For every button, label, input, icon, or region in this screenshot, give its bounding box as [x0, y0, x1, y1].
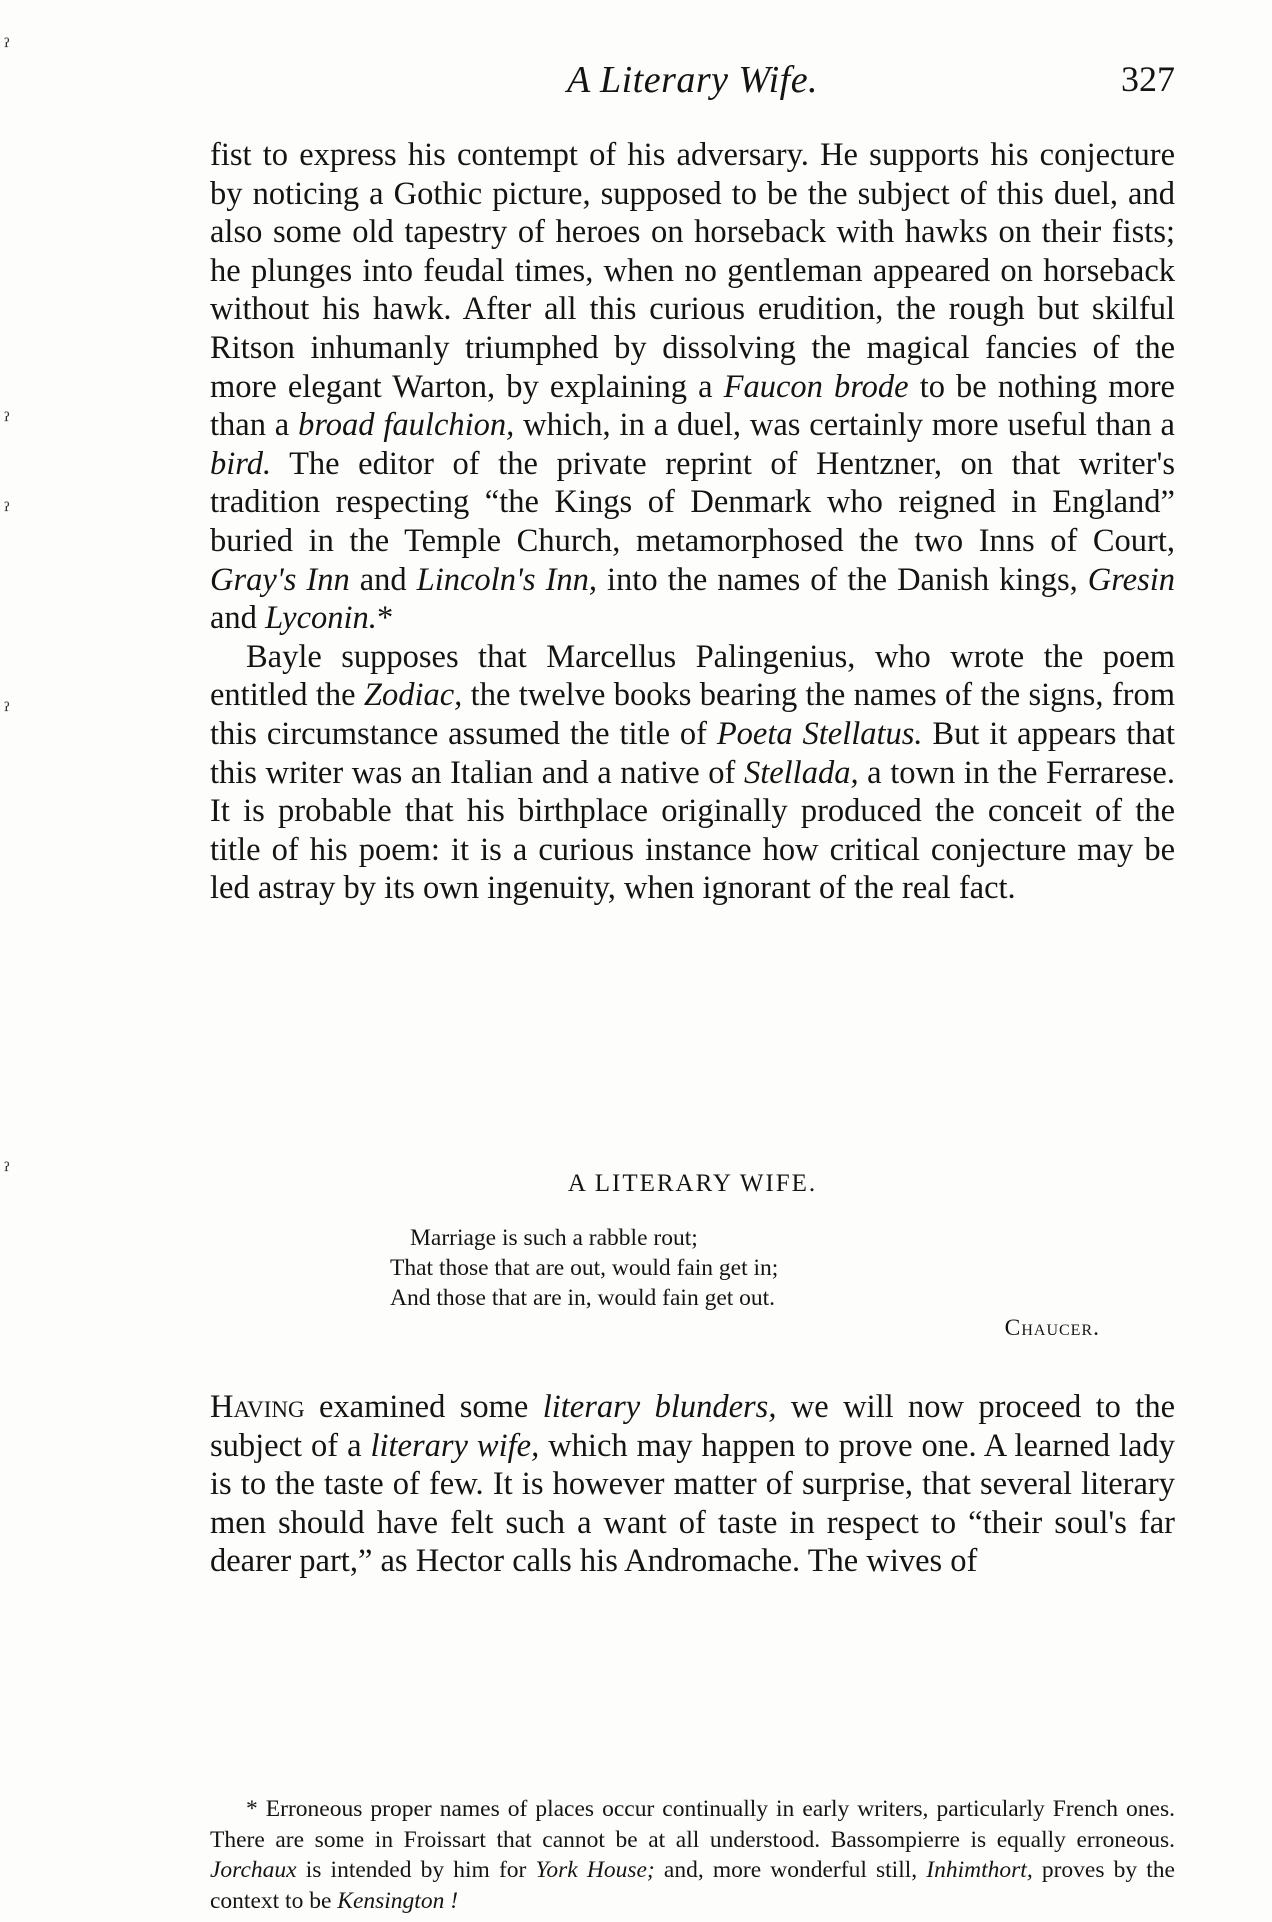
margin-speck: ˀ — [4, 410, 11, 435]
margin-speck: ˀ — [4, 500, 11, 525]
page-number: 327 — [1121, 59, 1175, 99]
epigraph-line: That those that are out, would fain get in; — [390, 1255, 779, 1281]
page-header — [210, 58, 1175, 108]
epigraph-line: And those that are in, would fain get out. — [390, 1285, 776, 1311]
paragraph-3: Having examined some literary blunders, we will now proceed to the subject of a literary wife, which may happen to prove one. A learned lady is to the taste of few. It is however matter of surprise, that several literary men should have felt such a want of taste in respect to “their soul's far dearer part,” as Hector calls his Andromache. The wives of — [210, 1389, 1176, 1580]
lower-body — [210, 1388, 1175, 1581]
footnote-marker: * — [376, 600, 394, 637]
running-title: A Literary Wife. — [566, 59, 819, 101]
margin-speck: ˀ — [4, 1160, 11, 1185]
margin-speck: ˀ — [4, 700, 11, 725]
section-title: A LITERARY WIFE. — [567, 1170, 818, 1197]
footnote: * Erroneous proper names of places occur continually in early writers, particularly French ones. There are some in Froissart that cannot be at all understood. Bassompierre is equally erroneous. Jorchaux is intended by him for York House; and, more wonderful still, Inhimthort, proves by the context to be Kensington ! — [210, 1796, 1175, 1914]
margin-speck: ˀ — [4, 36, 11, 61]
epigraph-author: Chaucer. — [1004, 1315, 1100, 1341]
lead-word: Having — [210, 1389, 305, 1425]
epigraph — [390, 1223, 1100, 1343]
paragraph-2: Bayle supposes that Marcellus Palingenius, who wrote the poem entitled the Zodiac, the twelve books bearing the names of the signs, from this circumstance assumed the title of Poeta Stellatus. But it appears that this writer was an Italian and a native of Stellada, a town in the Ferrarese. It is probable that his birthplace originally produced the conceit of the title of his poem: it is a curious instance how critical conjecture may be led astray by its own ingenuity, when ignorant of the real fact. — [210, 638, 1176, 907]
paragraph-1: fist to express his contempt of his adversary. He supports his conjecture by noticing a Gothic picture, supposed to be the subject of this duel, and also some old tapestry of heroes on horseback with hawks on their fists; he plunges into feudal times, when no gentleman appeared on horseback without his hawk. After all this curious erudition, the rough but skilful Ritson inhumanly triumphed by dissolving the magical fancies of the more elegant Warton, by explaining a Faucon brode to be nothing more than a broad faulchion, which, in a duel, was certainly more useful than a bird. The editor of the private reprint of Hentzner, on that writer's tradition respecting “the Kings of Denmark who reigned in England” buried in the Temple Church, metamorphosed the two Inns of Court, Gray's Inn and Lincoln's Inn, into the names of the Danish kings, Gresin and Lyconin.* — [210, 137, 1175, 637]
upper-body — [210, 136, 1175, 908]
epigraph-line: Marriage is such a rabble rout; — [410, 1225, 698, 1251]
